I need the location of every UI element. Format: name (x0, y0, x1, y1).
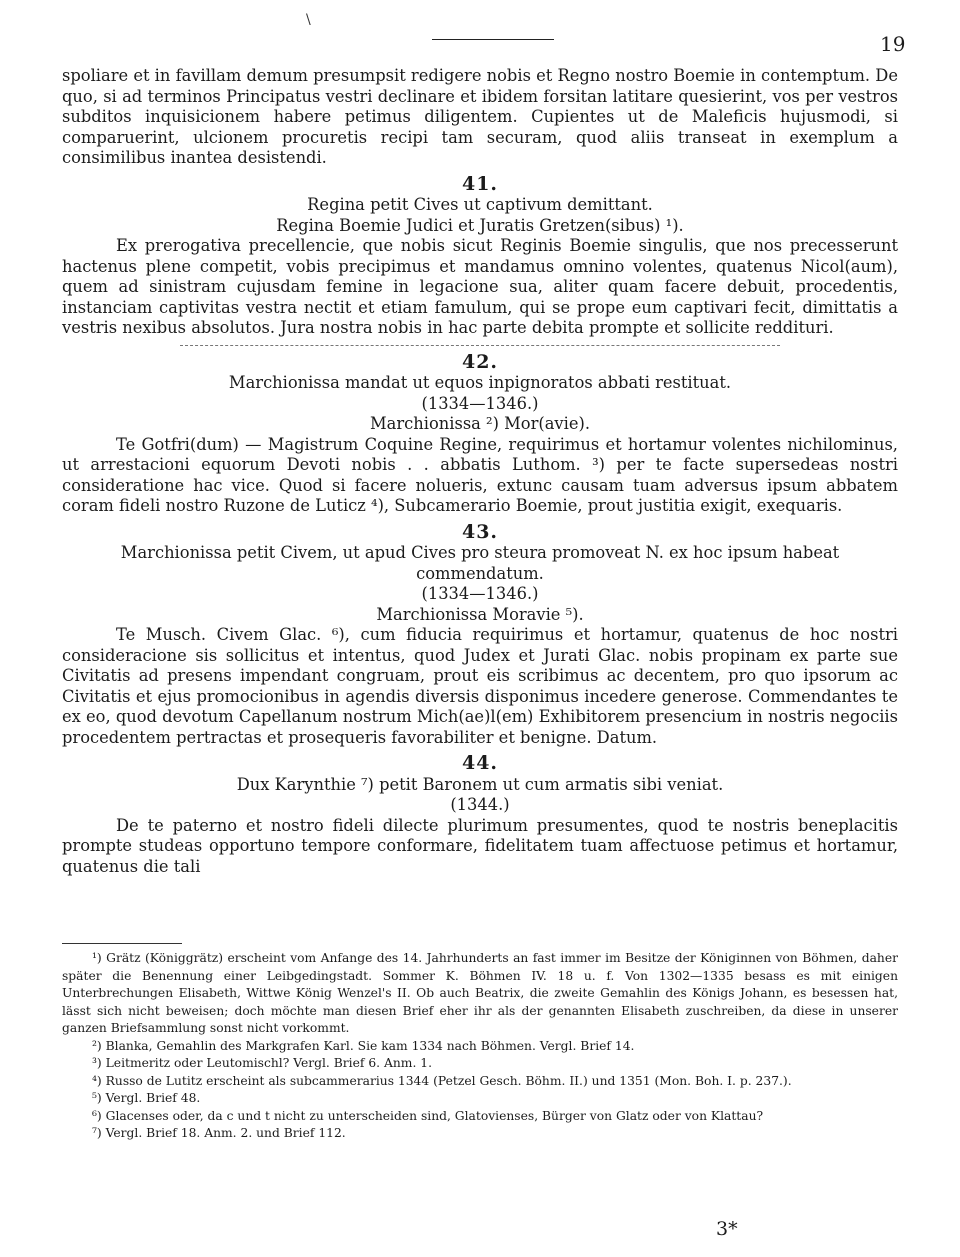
footnote: ⁷) Vergl. Brief 18. Anm. 2. und Brief 112. (92, 1126, 346, 1140)
footnote: ³) Leitmeritz oder Leutomischl? Vergl. Brief 6. Anm. 1. (92, 1056, 432, 1070)
letter-date: (1334—1346.) (421, 393, 539, 413)
footnote-rule (62, 943, 182, 944)
footnotes (62, 950, 898, 1143)
main-text (62, 66, 898, 877)
letter-number: 44. (461, 752, 499, 774)
footnote: ¹) Grätz (Königgrätz) erscheint vom Anfange des 14. Jahrhunderts an fast immer im Besitze der Königinnen von Böhmen, daher später die Benennung einer Leibgedingstadt. Sommer K. Böhmen IV. 18 u. f. Von 1302—1335 besass es mit einigen Unterbrechungen Elisabeth, Wittwe König Wenzel's II. Ob auch Beatrix, die zweite Gemahlin des Königs Johann, es besessen hat, lässt sich nicht beweisen; doch möchte man diesen Brief eher ihr als der genannten Elisabeth zuschreiben, da diese in unserer ganzen Briefsammlung sonst nicht vorkommt. (62, 951, 898, 1035)
letter-number: 42. (461, 350, 499, 373)
header-rule (432, 39, 554, 40)
letter-text: Ex prerogativa precellencie, que nobis sicut Reginis Boemie singulis, que nos precesserunt hactenus plene competit, vobis precipimus et mandamus omnino volentes, quatenus Nicol(aum), quem ad sinistram cujusdam femine in legacione sua, aliter quam facere debuit, procedentis, instanciam captivitas vestra nectit et etiam famulum, qui se prope eum captivari fecit, dimittatis a vestris nexibus absolutos. Jura nostra nobis in hac parte debita prompte et sollicite reddituri. (62, 236, 898, 337)
footnote: ⁶) Glacenses oder, da c und t nicht zu unterscheiden sind, Glatovienses, Bürger von Glatz oder von Klattau? (92, 1108, 764, 1123)
letter-text: De te paterno et nostro fideli dilecte plurimum presumentes, quod te nostris beneplacitis prompte studeas opportuno tempore conformare, fidelitatem tuam affectuose petimus et hortamur, quatenus die tali (62, 815, 898, 876)
intro-paragraph: spoliare et in favillam demum presumpsit redigere nobis et Regno nostro Boemie in contemptum. De quo, si ad terminos Principatus vestri declinare et ibidem forsitan latitare quesierint, vos per vestros subditos inquisicionem habere petimus diligentem. Cupientes ut de Maleficis hujusmodi, si comparuerint, ulcionem procuretis recipi tam securam, quod aliis transeat in exemplum a consimilibus inantea desistendi. (62, 66, 898, 167)
letter-number: 41. (461, 172, 499, 195)
footnote: ²) Blanka, Gemahlin des Markgrafen Karl. Sie kam 1334 nach Böhmen. Vergl. Brief 14. (92, 1038, 635, 1053)
letter-text: Te Musch. Civem Glac. ⁶), cum fiducia requirimus et hortamur, quatenus de hoc nostri consideracione sis sollicitus et intentus, quod Judex et Jurati Glac. nobis propinam ex parte sue Civitatis ad presens impendant congruam, prout eis scribimus ac decentem, pro quo ipsorum ac Civitatis et ejus promocionibus in agendis diversis disponimus incedere generose. Commendantes te ex eo, quod devotum Capellanum nostrum Mich(ae)l(em) Exhibitorem presencium in nostris negociis procedentem pertractas et prosequeris favorabiliter et benigne. Datum. (62, 625, 898, 747)
letter-title: Regina petit Cives ut captivum demittant. (307, 195, 653, 214)
letter-title: Marchionissa mandat ut equos inpignoratos abbati restituat. (228, 373, 732, 392)
footnote: ⁵) Vergl. Brief 48. (92, 1091, 201, 1105)
letter-title: Dux Karynthie ⁷) petit Baronem ut cum armatis sibi veniat. (236, 774, 724, 794)
page-number: 19 (880, 32, 906, 56)
letter-date: (1334—1346.) (421, 584, 539, 603)
letter-text: Te Gotfri(dum) — Magistrum Coquine Regine, requirimus et hortamur volentes nichilominus, ut arrestacioni equorum Devoti nobis . . abbatis Luthom. ³) per te facte supersedeas nostri consideratione hac vice. Quod si facere nolueris, extunc causam tuam adversus ipsum abbatem coram fideli nostro Ruzone de Luticz ⁴), Subcamerario Boemie, prout justitia exigit, exequaris. (62, 434, 898, 515)
footnote: ⁴) Russo de Lutitz erscheint als subcammerarius 1344 (Petzel Gesch. Böhm. II.) und 1351 (Mon. Boh. I. p. 237.). (92, 1073, 792, 1088)
letter-address: Marchionissa Moravie ⁵). (376, 604, 584, 624)
letter-date: (1344.) (450, 795, 510, 814)
letter-title: Marchionissa petit Civem, ut apud Cives pro steura promoveat N. ex hoc ipsum habeat commendatum. (120, 543, 840, 583)
letter-address: Marchionissa ²) Mor(avie). (370, 414, 590, 433)
margin-mark: \ (306, 12, 311, 28)
letter-number: 43. (461, 520, 499, 543)
letter-address: Regina Boemie Judici et Juratis Gretzen(sibus) ¹). (276, 215, 684, 235)
printer-signature: 3* (716, 1218, 738, 1240)
section-divider (180, 345, 780, 347)
